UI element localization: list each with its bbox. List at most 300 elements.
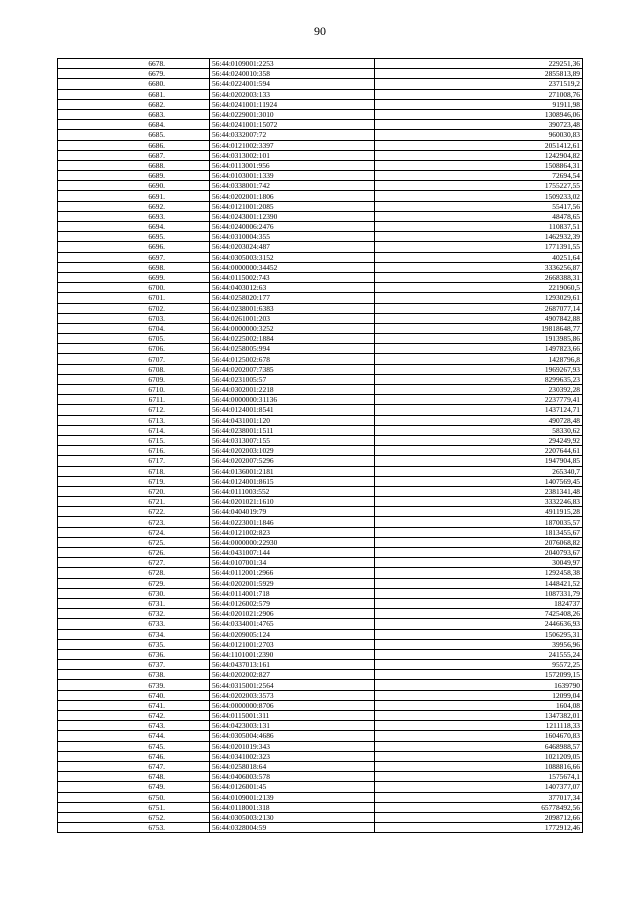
cadastral-number: 56:44:0338001:742 [210, 181, 375, 191]
cadastral-value: 1509233,02 [375, 191, 583, 201]
cadastral-number: 56:44:0431007:144 [210, 548, 375, 558]
row-number: 6710. [58, 385, 210, 395]
cadastral-value: 39956,96 [375, 639, 583, 649]
cadastral-number: 56:44:0121001:2703 [210, 639, 375, 649]
row-number: 6732. [58, 609, 210, 619]
row-number: 6748. [58, 772, 210, 782]
row-number: 6731. [58, 598, 210, 608]
row-number: 6713. [58, 415, 210, 425]
table-row [58, 772, 583, 782]
cadastral-number: 56:44:0243001:12390 [210, 211, 375, 221]
cadastral-value: 2446636,93 [375, 619, 583, 629]
table-row [58, 639, 583, 649]
table-row [58, 171, 583, 181]
cadastral-value: 1347382,01 [375, 711, 583, 721]
cadastral-value: 1021209,05 [375, 751, 583, 761]
row-number: 6716. [58, 446, 210, 456]
table-row [58, 660, 583, 670]
row-number: 6715. [58, 435, 210, 445]
table-row [58, 578, 583, 588]
row-number: 6703. [58, 313, 210, 323]
cadastral-value: 1497823,66 [375, 344, 583, 354]
table-row [58, 150, 583, 160]
cadastral-value: 1407569,45 [375, 476, 583, 486]
row-number: 6685. [58, 130, 210, 140]
cadastral-value: 95572,25 [375, 660, 583, 670]
cadastral-number: 56:44:0202003:1029 [210, 446, 375, 456]
cadastral-value: 2687077,14 [375, 303, 583, 313]
table-row [58, 99, 583, 109]
table-body [58, 59, 583, 833]
row-number: 6746. [58, 751, 210, 761]
cadastral-number: 56:44:0202001:1806 [210, 191, 375, 201]
table-row [58, 211, 583, 221]
cadastral-value: 1772912,46 [375, 823, 583, 833]
cadastral-number: 56:44:0403012:63 [210, 283, 375, 293]
row-number: 6690. [58, 181, 210, 191]
table-row [58, 690, 583, 700]
cadastral-value: 1448421,52 [375, 578, 583, 588]
row-number: 6683. [58, 109, 210, 119]
table-row [58, 751, 583, 761]
row-number: 6686. [58, 140, 210, 150]
cadastral-number: 56:44:0124001:8541 [210, 405, 375, 415]
table-row [58, 334, 583, 344]
row-number: 6712. [58, 405, 210, 415]
row-number: 6692. [58, 201, 210, 211]
cadastral-number: 56:44:0241001:15072 [210, 120, 375, 130]
row-number: 6737. [58, 660, 210, 670]
cadastral-number: 56:44:0202003:3573 [210, 690, 375, 700]
cadastral-value: 1211118,33 [375, 721, 583, 731]
cadastral-value: 40251,64 [375, 252, 583, 262]
table-row [58, 629, 583, 639]
cadastral-value: 230392,28 [375, 385, 583, 395]
row-number: 6702. [58, 303, 210, 313]
cadastral-value: 2237779,41 [375, 395, 583, 405]
cadastral-value: 2219060,5 [375, 283, 583, 293]
cadastral-value: 2076068,82 [375, 537, 583, 547]
row-number: 6725. [58, 537, 210, 547]
table-row [58, 293, 583, 303]
row-number: 6691. [58, 191, 210, 201]
cadastral-number: 56:44:0261001:203 [210, 313, 375, 323]
row-number: 6695. [58, 232, 210, 242]
cadastral-value: 1604,08 [375, 700, 583, 710]
table-row [58, 802, 583, 812]
table-row [58, 619, 583, 629]
cadastral-value: 241555,24 [375, 649, 583, 659]
row-number: 6680. [58, 79, 210, 89]
table-row [58, 130, 583, 140]
cadastral-value: 91911,98 [375, 99, 583, 109]
cadastral-number: 56:44:0121002:823 [210, 527, 375, 537]
cadastral-number: 56:44:0202003:133 [210, 89, 375, 99]
row-number: 6721. [58, 497, 210, 507]
row-number: 6738. [58, 670, 210, 680]
cadastral-number: 56:44:0126001:45 [210, 782, 375, 792]
table-row [58, 731, 583, 741]
cadastral-value: 1437124,71 [375, 405, 583, 415]
row-number: 6741. [58, 700, 210, 710]
cadastral-value: 1947904,85 [375, 456, 583, 466]
cadastral-value: 4907842,88 [375, 313, 583, 323]
row-number: 6739. [58, 680, 210, 690]
cadastral-value: 2668388,31 [375, 272, 583, 282]
cadastral-value: 1428796,8 [375, 354, 583, 364]
table-row [58, 548, 583, 558]
cadastral-value: 2098712,66 [375, 812, 583, 822]
cadastral-number: 56:44:0118001:318 [210, 802, 375, 812]
cadastral-number: 56:44:0238001:1511 [210, 425, 375, 435]
cadastral-value: 19818648,77 [375, 323, 583, 333]
table-row [58, 537, 583, 547]
table-row [58, 140, 583, 150]
table-row [58, 385, 583, 395]
cadastral-number: 56:44:0305003:3152 [210, 252, 375, 262]
cadastral-value: 3336256,87 [375, 262, 583, 272]
table-row [58, 558, 583, 568]
cadastral-value: 1604670,83 [375, 731, 583, 741]
cadastral-value: 1870035,57 [375, 517, 583, 527]
row-number: 6723. [58, 517, 210, 527]
row-number: 6719. [58, 476, 210, 486]
table-row [58, 120, 583, 130]
row-number: 6714. [58, 425, 210, 435]
cadastral-value: 1969267,93 [375, 364, 583, 374]
cadastral-value: 55417,56 [375, 201, 583, 211]
cadastral-number: 56:44:0332007:72 [210, 130, 375, 140]
row-number: 6724. [58, 527, 210, 537]
row-number: 6744. [58, 731, 210, 741]
page-number: 90 [314, 24, 326, 38]
cadastral-number: 56:44:0109001:2253 [210, 59, 375, 69]
table-row [58, 344, 583, 354]
cadastral-number: 56:44:0431001:120 [210, 415, 375, 425]
row-number: 6704. [58, 323, 210, 333]
row-number: 6745. [58, 741, 210, 751]
row-number: 6688. [58, 160, 210, 170]
table-row [58, 222, 583, 232]
cadastral-value: 1087331,79 [375, 588, 583, 598]
table-row [58, 476, 583, 486]
cadastral-number: 56:44:0313002:101 [210, 150, 375, 160]
row-number: 6679. [58, 69, 210, 79]
cadastral-number: 56:44:0240010:358 [210, 69, 375, 79]
cadastral-number: 56:44:0121001:2085 [210, 201, 375, 211]
row-number: 6733. [58, 619, 210, 629]
row-number: 6693. [58, 211, 210, 221]
cadastral-value: 2381341,48 [375, 486, 583, 496]
cadastral-value: 3332246,83 [375, 497, 583, 507]
table-row [58, 588, 583, 598]
cadastral-number: 56:44:0115001:311 [210, 711, 375, 721]
row-number: 6700. [58, 283, 210, 293]
cadastral-number: 56:44:0238001:6383 [210, 303, 375, 313]
cadastral-number: 56:44:0125002:678 [210, 354, 375, 364]
cadastral-value: 1639790 [375, 680, 583, 690]
table-row [58, 486, 583, 496]
cadastral-number: 56:44:0115002:743 [210, 272, 375, 282]
cadastral-value: 2051412,61 [375, 140, 583, 150]
cadastral-value: 6468988,57 [375, 741, 583, 751]
row-number: 6705. [58, 334, 210, 344]
table-row [58, 109, 583, 119]
row-number: 6743. [58, 721, 210, 731]
row-number: 6742. [58, 711, 210, 721]
table-row [58, 527, 583, 537]
row-number: 6726. [58, 548, 210, 558]
cadastral-value: 1824737 [375, 598, 583, 608]
table-row [58, 649, 583, 659]
table-row [58, 79, 583, 89]
cadastral-number: 56:44:0224001:594 [210, 79, 375, 89]
row-number: 6689. [58, 171, 210, 181]
table-row [58, 466, 583, 476]
table-row [58, 680, 583, 690]
row-number: 6730. [58, 588, 210, 598]
row-number: 6729. [58, 578, 210, 588]
row-number: 6728. [58, 568, 210, 578]
cadastral-number: 56:44:0241001:11924 [210, 99, 375, 109]
cadastral-value: 1088816,66 [375, 761, 583, 771]
table-row [58, 69, 583, 79]
row-number: 6687. [58, 150, 210, 160]
table-row [58, 812, 583, 822]
cadastral-value: 960030,83 [375, 130, 583, 140]
row-number: 6706. [58, 344, 210, 354]
cadastral-number: 56:44:0310004:355 [210, 232, 375, 242]
table-row [58, 711, 583, 721]
cadastral-number: 56:44:0000000:3252 [210, 323, 375, 333]
table-row [58, 609, 583, 619]
cadastral-value: 72694,54 [375, 171, 583, 181]
table-row [58, 415, 583, 425]
table-row [58, 323, 583, 333]
cadastral-value: 1813455,67 [375, 527, 583, 537]
row-number: 6701. [58, 293, 210, 303]
cadastral-value: 48478,65 [375, 211, 583, 221]
table-row [58, 201, 583, 211]
cadastral-number: 56:44:0202007:7385 [210, 364, 375, 374]
cadastral-number: 56:44:0334001:4765 [210, 619, 375, 629]
cadastral-number: 56:44:0202001:5929 [210, 578, 375, 588]
cadastral-number: 56:44:0225002:1884 [210, 334, 375, 344]
cadastral-number: 56:44:0258020:177 [210, 293, 375, 303]
table-row [58, 507, 583, 517]
table-row [58, 721, 583, 731]
table-row [58, 395, 583, 405]
cadastral-number: 56:44:0341002:323 [210, 751, 375, 761]
row-number: 6747. [58, 761, 210, 771]
table-row [58, 303, 583, 313]
cadastral-number: 56:44:0103001:1339 [210, 171, 375, 181]
cadastral-value: 2371519,2 [375, 79, 583, 89]
table-row [58, 59, 583, 69]
cadastral-value: 1506295,31 [375, 629, 583, 639]
cadastral-number: 56:44:0423003:131 [210, 721, 375, 731]
cadastral-value: 1575674,1 [375, 772, 583, 782]
cadastral-number: 56:44:0406003:578 [210, 772, 375, 782]
cadastral-value: 58330,62 [375, 425, 583, 435]
cadastral-number: 56:44:0000000:22930 [210, 537, 375, 547]
cadastral-number: 56:44:0313007:155 [210, 435, 375, 445]
table-row [58, 364, 583, 374]
cadastral-number: 56:44:0223001:1846 [210, 517, 375, 527]
cadastral-number: 56:44:0404019:79 [210, 507, 375, 517]
row-number: 6753. [58, 823, 210, 833]
table-row [58, 435, 583, 445]
cadastral-number: 56:44:0209005:124 [210, 629, 375, 639]
cadastral-number: 56:44:0202002:827 [210, 670, 375, 680]
row-number: 6681. [58, 89, 210, 99]
table-row [58, 181, 583, 191]
table-row [58, 252, 583, 262]
cadastral-number: 56:44:0126002:579 [210, 598, 375, 608]
cadastral-number: 56:44:0113001:956 [210, 160, 375, 170]
cadastral-value: 2040793,67 [375, 548, 583, 558]
cadastral-value: 1293029,61 [375, 293, 583, 303]
cadastral-value: 1771391,55 [375, 242, 583, 252]
cadastral-number: 56:44:0305003:2130 [210, 812, 375, 822]
table-row [58, 232, 583, 242]
row-number: 6727. [58, 558, 210, 568]
cadastral-value: 1308946,06 [375, 109, 583, 119]
table-row [58, 761, 583, 771]
row-number: 6734. [58, 629, 210, 639]
cadastral-number: 56:44:0302001:2218 [210, 385, 375, 395]
row-number: 6699. [58, 272, 210, 282]
cadastral-number: 56:44:0229001:3010 [210, 109, 375, 119]
cadastral-number: 56:44:0111003:552 [210, 486, 375, 496]
row-number: 6749. [58, 782, 210, 792]
row-number: 6736. [58, 649, 210, 659]
cadastral-value: 4911915,28 [375, 507, 583, 517]
cadastral-number: 56:44:0240006:2476 [210, 222, 375, 232]
row-number: 6682. [58, 99, 210, 109]
row-number: 6684. [58, 120, 210, 130]
table-row [58, 568, 583, 578]
cadastral-number: 56:44:0258005:994 [210, 344, 375, 354]
cadastral-value: 7425408,26 [375, 609, 583, 619]
row-number: 6678. [58, 59, 210, 69]
table-row [58, 242, 583, 252]
row-number: 6698. [58, 262, 210, 272]
table-row [58, 456, 583, 466]
table-row [58, 354, 583, 364]
cadastral-number: 56:44:0114001:718 [210, 588, 375, 598]
cadastral-value: 2855813,89 [375, 69, 583, 79]
row-number: 6735. [58, 639, 210, 649]
cadastral-number: 56:44:0305004:4686 [210, 731, 375, 741]
table-row [58, 89, 583, 99]
table-row [58, 823, 583, 833]
row-number: 6709. [58, 374, 210, 384]
cadastral-value: 1462932,39 [375, 232, 583, 242]
cadastral-number: 56:44:0202007:5296 [210, 456, 375, 466]
cadastral-value: 1913985,86 [375, 334, 583, 344]
table-row [58, 792, 583, 802]
cadastral-number: 56:44:0437013:161 [210, 660, 375, 670]
row-number: 6740. [58, 690, 210, 700]
cadastral-value: 8299635,23 [375, 374, 583, 384]
cadastral-number: 56:44:0231005:57 [210, 374, 375, 384]
cadastral-number: 56:44:0107001:34 [210, 558, 375, 568]
row-number: 6717. [58, 456, 210, 466]
cadastral-number: 56:44:0201021:1610 [210, 497, 375, 507]
table-row [58, 497, 583, 507]
cadastral-value: 1242904,82 [375, 150, 583, 160]
table-row [58, 598, 583, 608]
table-row [58, 191, 583, 201]
cadastral-value: 65778492,56 [375, 802, 583, 812]
row-number: 6707. [58, 354, 210, 364]
cadastral-number: 56:44:0000000:8706 [210, 700, 375, 710]
row-number: 6694. [58, 222, 210, 232]
cadastral-value: 390723,48 [375, 120, 583, 130]
cadastral-number: 56:44:0000000:34452 [210, 262, 375, 272]
cadastral-value: 1292458,38 [375, 568, 583, 578]
row-number: 6750. [58, 792, 210, 802]
table-row [58, 700, 583, 710]
row-number: 6696. [58, 242, 210, 252]
cadastral-value: 110837,51 [375, 222, 583, 232]
cadastral-number: 56:44:0109001:2139 [210, 792, 375, 802]
table-row [58, 374, 583, 384]
row-number: 6708. [58, 364, 210, 374]
table-row [58, 160, 583, 170]
cadastral-number: 56:44:0124001:8615 [210, 476, 375, 486]
cadastral-number: 56:44:0328004:59 [210, 823, 375, 833]
row-number: 6711. [58, 395, 210, 405]
cadastral-number: 56:44:0121002:3397 [210, 140, 375, 150]
cadastral-value: 377017,34 [375, 792, 583, 802]
cadastral-value: 490728,48 [375, 415, 583, 425]
cadastral-value: 30049,97 [375, 558, 583, 568]
table-row [58, 425, 583, 435]
table-row [58, 262, 583, 272]
cadastral-value: 229251,36 [375, 59, 583, 69]
cadastral-number: 56:44:0201019:343 [210, 741, 375, 751]
cadastral-value: 1755227,55 [375, 181, 583, 191]
table-row [58, 313, 583, 323]
row-number: 6752. [58, 812, 210, 822]
registry-table [57, 58, 583, 833]
cadastral-value: 1407377,07 [375, 782, 583, 792]
table-row [58, 272, 583, 282]
cadastral-value: 2207644,61 [375, 446, 583, 456]
cadastral-number: 56:44:0203024:487 [210, 242, 375, 252]
cadastral-value: 12099,04 [375, 690, 583, 700]
cadastral-value: 294249,92 [375, 435, 583, 445]
cadastral-value: 1572099,15 [375, 670, 583, 680]
table-row [58, 446, 583, 456]
row-number: 6722. [58, 507, 210, 517]
cadastral-value: 265340,7 [375, 466, 583, 476]
cadastral-value: 1508864,31 [375, 160, 583, 170]
cadastral-number: 56:44:0136001:2181 [210, 466, 375, 476]
cadastral-number: 56:44:1101001:2390 [210, 649, 375, 659]
row-number: 6697. [58, 252, 210, 262]
cadastral-number: 56:44:0315001:2564 [210, 680, 375, 690]
row-number: 6718. [58, 466, 210, 476]
table-row [58, 670, 583, 680]
table-row [58, 782, 583, 792]
row-number: 6720. [58, 486, 210, 496]
row-number: 6751. [58, 802, 210, 812]
cadastral-value: 271008,76 [375, 89, 583, 99]
cadastral-number: 56:44:0000000:31136 [210, 395, 375, 405]
